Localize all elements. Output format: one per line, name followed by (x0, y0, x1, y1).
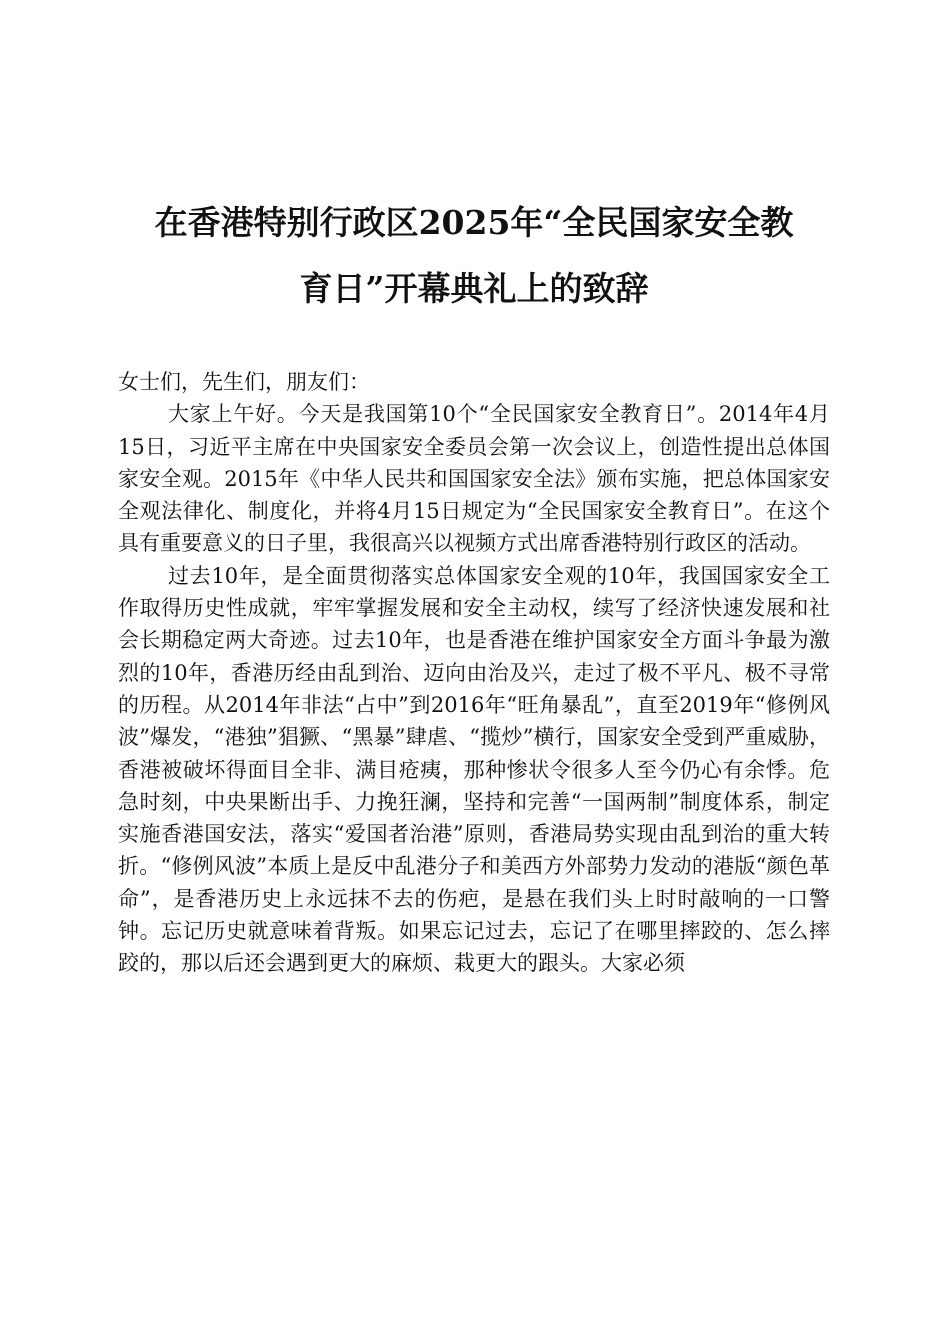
title-line-2: 育日”开幕典礼上的致辞 (299, 269, 649, 308)
document-title (118, 190, 830, 322)
title-line-1: 在香港特别行政区2025年“全民国家安全教 (154, 203, 794, 242)
paragraph-2: 过去10年，是全面贯彻落实总体国家安全观的10年，我国国家安全工作取得历史性成就，牢牢掌握发展和安全主动权，续写了经济快速发展和社会长期稳定两大奇迹。过去10年，也是香港在维护国家安全方面斗争最为激烈的10年，香港历经由乱到治、迈向由治及兴，走过了极不平凡、极不寻常的历程。从2014年非法“占中”到2016年“旺角暴乱”，直至2019年“修例风波”爆发，“港独”猖獗、“黑暴”肆虐、“揽炒”横行，国家安全受到严重威胁，香港被破坏得面目全非、满目疮痍，那种惨状令很多人至今仍心有余悸。危急时刻，中央果断出手、力挽狂澜，坚持和完善“一国两制”制度体系，制定实施香港国安法，落实“爱国者治港”原则，香港局势实现由乱到治的重大转折。“修例风波”本质上是反中乱港分子和美西方外部势力发动的港版“颜色革命”，是香港历史上永远抹不去的伤疤，是悬在我们头上时时敲响的一口警钟。忘记历史就意味着背叛。如果忘记过去，忘记了在哪里摔跤的、怎么摔跤的，那以后还会遇到更大的麻烦、栽更大的跟头。大家必须 (118, 563, 830, 976)
salutation: 女士们，先生们，朋友们： (118, 370, 370, 394)
paragraph-1: 大家上午好。今天是我国第10个“全民国家安全教育日”。2014年4月15日，习近平主席在中央国家安全委员会第一次会议上，创造性提出总体国家安全观。2015年《中华人民共和国国家安全法》颁布实施，把总体国家安全观法律化、制度化，并将4月15日规定为“全民国家安全教育日”。在这个具有重要意义的日子里，我很高兴以视频方式出席香港特别行政区的活动。 (118, 402, 830, 556)
document-body (118, 366, 830, 980)
